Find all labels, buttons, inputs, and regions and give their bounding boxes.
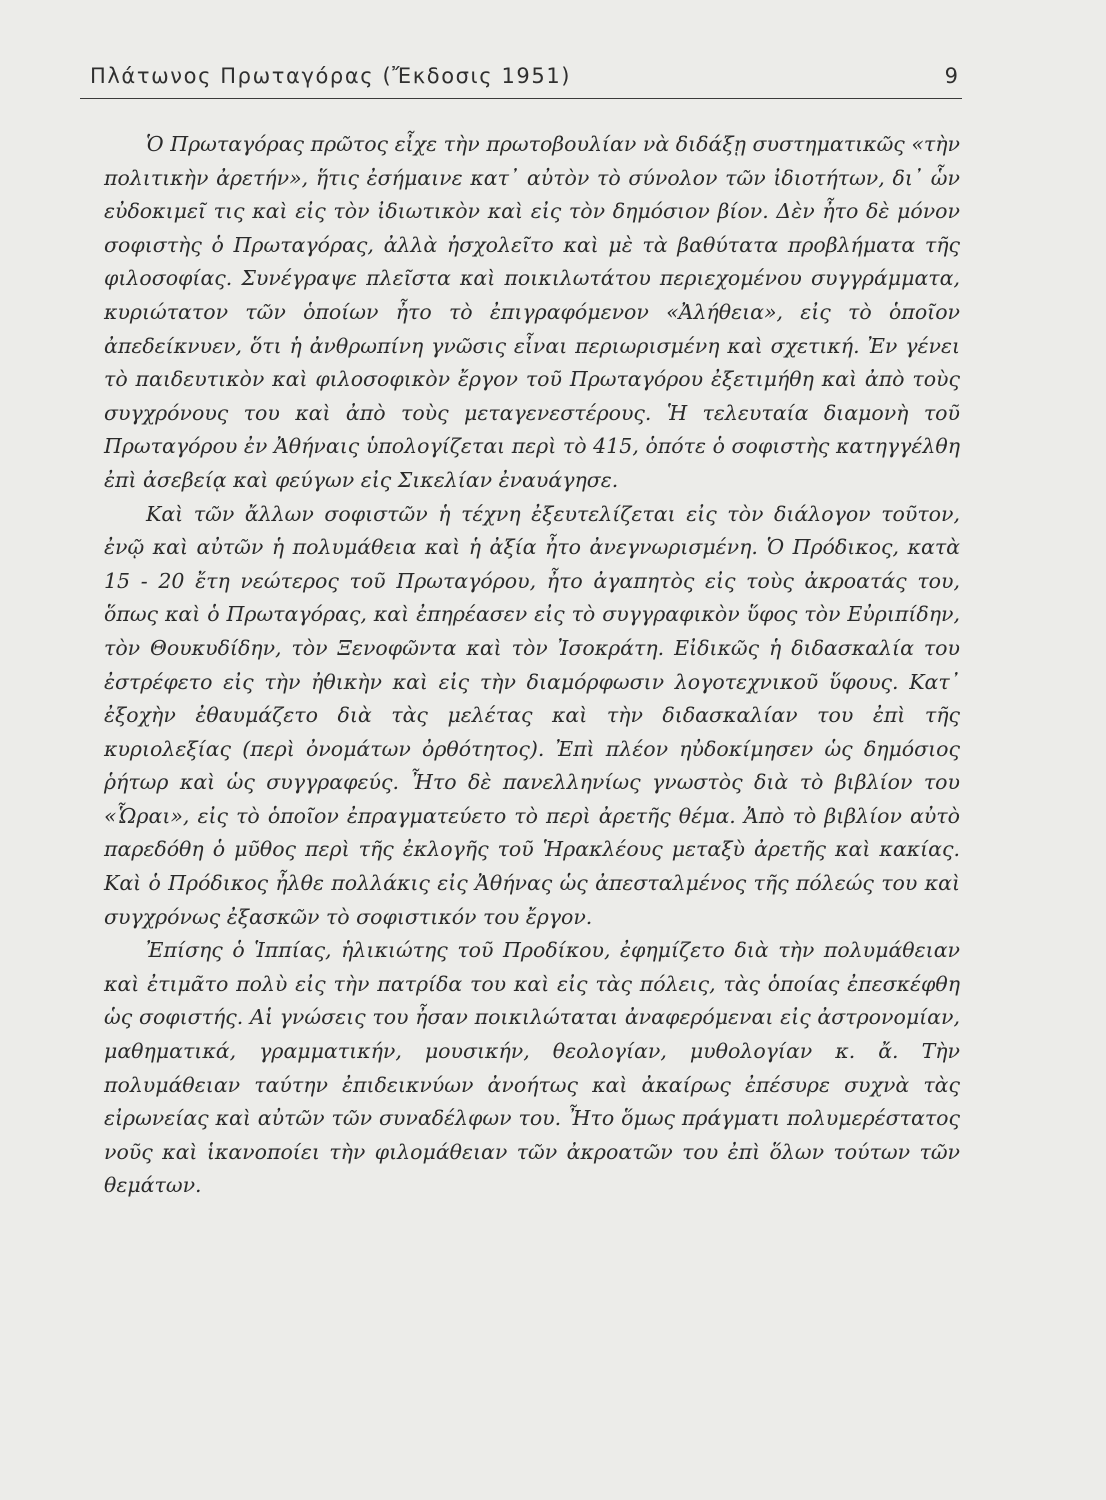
paragraph-protagoras: Ὁ Πρωταγόρας πρῶτος εἶχε τὴν πρωτοβουλίαν νὰ διδάξῃ συστηματικῶς «τὴν πολιτικὴν ἀρετήν», ἥτις ἐσήμαινε κατ᾽ αὐτὸν τὸ σύνολον τῶν ἰδιοτήτων, δι᾽ ὧν εὐδοκιμεῖ τις καὶ εἰς τὸν ἰδιωτικὸν καὶ εἰς τὸν δημόσιον βίον. Δὲν ἦτο δὲ μόνον σοφιστὴς ὁ Πρωταγόρας, ἀλλὰ ἠσχολεῖτο καὶ μὲ τὰ βαθύτατα προβλήματα τῆς φιλοσοφίας. Συνέγραψε πλεῖστα καὶ ποικιλωτάτου περιεχομένου συγγράμματα, κυριώτατον τῶν ὁποίων ἦτο τὸ ἐπιγραφόμενον «Ἀλήθεια», εἰς τὸ ὁποῖον ἀπεδείκνυεν, ὅτι ἡ ἀνθρωπίνη γνῶσις εἶναι περιωρισμένη καὶ σχετική. Ἐν γένει τὸ παιδευτικὸν καὶ φιλοσοφικὸν ἔργον τοῦ Πρωταγόρου ἐξετιμήθη καὶ ἀπὸ τοὺς συγχρόνους του καὶ ἀπὸ τοὺς μεταγενεστέρους. Ἡ τελευταία διαμονὴ τοῦ Πρωταγόρου ἐν Ἀθήναις ὑπολογίζεται περὶ τὸ 415, ὁπότε ὁ σοφιστὴς κατηγγέλθη ἐπὶ ἀσεβείᾳ καὶ φεύγων εἰς Σικελίαν ἐναυάγησε.: [104, 132, 960, 492]
paragraph-prodicus: Καὶ τῶν ἄλλων σοφιστῶν ἡ τέχνη ἐξευτελίζεται εἰς τὸν διάλογον τοῦτον, ἐνῷ καὶ αὐτῶν ἡ πολυμάθεια καὶ ἡ ἀξία ἦτο ἀνεγνωρισμένη. Ὁ Πρόδικος, κατὰ 15 - 20 ἔτη νεώτερος τοῦ Πρωταγόρου, ἦτο ἀγαπητὸς εἰς τοὺς ἀκροατάς του, ὅπως καὶ ὁ Πρωταγόρας, καὶ ἐπηρέασεν εἰς τὸ συγγραφικὸν ὕφος τὸν Εὐριπίδην, τὸν Θουκυδίδην, τὸν Ξενοφῶντα καὶ τὸν Ἰσοκράτη. Εἰδικῶς ἡ διδασκαλία του ἐστρέφετο εἰς τὴν ἠθικὴν καὶ εἰς τὴν διαμόρφωσιν λογοτεχνικοῦ ὕφους. Κατ᾽ ἐξοχὴν ἐθαυμάζετο διὰ τὰς μελέτας καὶ τὴν διδασκαλίαν του ἐπὶ τῆς κυριολεξίας (περὶ ὀνομάτων ὀρθότητος). Ἐπὶ πλέον ηὐδοκίμησεν ὡς δημόσιος ῥήτωρ καὶ ὡς συγγραφεύς. Ἦτο δὲ πανελληνίως γνωστὸς διὰ τὸ βιβλίον του «Ὧραι», εἰς τὸ ὁποῖον ἐπραγματεύετο τὸ περὶ ἀρετῆς θέμα. Ἀπὸ τὸ βιβλίον αὐτὸ παρεδόθη ὁ μῦθος περὶ τῆς ἐκλογῆς τοῦ Ἡρακλέους μεταξὺ ἀρετῆς καὶ κακίας. Καὶ ὁ Πρόδικος ἦλθε πολλάκις εἰς Ἀθήνας ὡς ἀπεσταλμένος τῆς πόλεώς του καὶ συγχρόνως ἐξασκῶν τὸ σοφιστικόν του ἔργον.: [104, 501, 960, 929]
paragraph-hippias: Ἐπίσης ὁ Ἱππίας, ἡλικιώτης τοῦ Προδίκου, ἐφημίζετο διὰ τὴν πολυμάθειαν καὶ ἐτιμᾶτο πολὺ εἰς τὴν πατρίδα του καὶ εἰς τὰς πόλεις, τὰς ὁποίας ἐπεσκέφθη ὡς σοφιστής. Αἱ γνώσεις του ἦσαν ποικιλώταται ἀναφερόμεναι εἰς ἀστρονομίαν, μαθηματικά, γραμματικήν, μουσικήν, θεολογίαν, μυθολογίαν κ. ἄ. Τὴν πολυμάθειαν ταύτην ἐπιδεικνύων ἀνοήτως καὶ ἀκαίρως ἐπέσυρε συχνὰ τὰς εἰρωνείας καὶ αὐτῶν τῶν συναδέλφων του. Ἦτο ὅμως πράγματι πολυμερέστατος νοῦς καὶ ἱκανοποίει τὴν φιλομάθειαν τῶν ἀκροατῶν του ἐπὶ ὅλων τούτων τῶν θεμάτων.: [104, 938, 960, 1198]
running-title: Πλάτωνος Πρωταγόρας (Ἔκδοσις 1951): [90, 64, 572, 88]
body-text: [104, 128, 960, 1203]
running-header: [80, 64, 962, 99]
page-number: 9: [944, 64, 958, 88]
